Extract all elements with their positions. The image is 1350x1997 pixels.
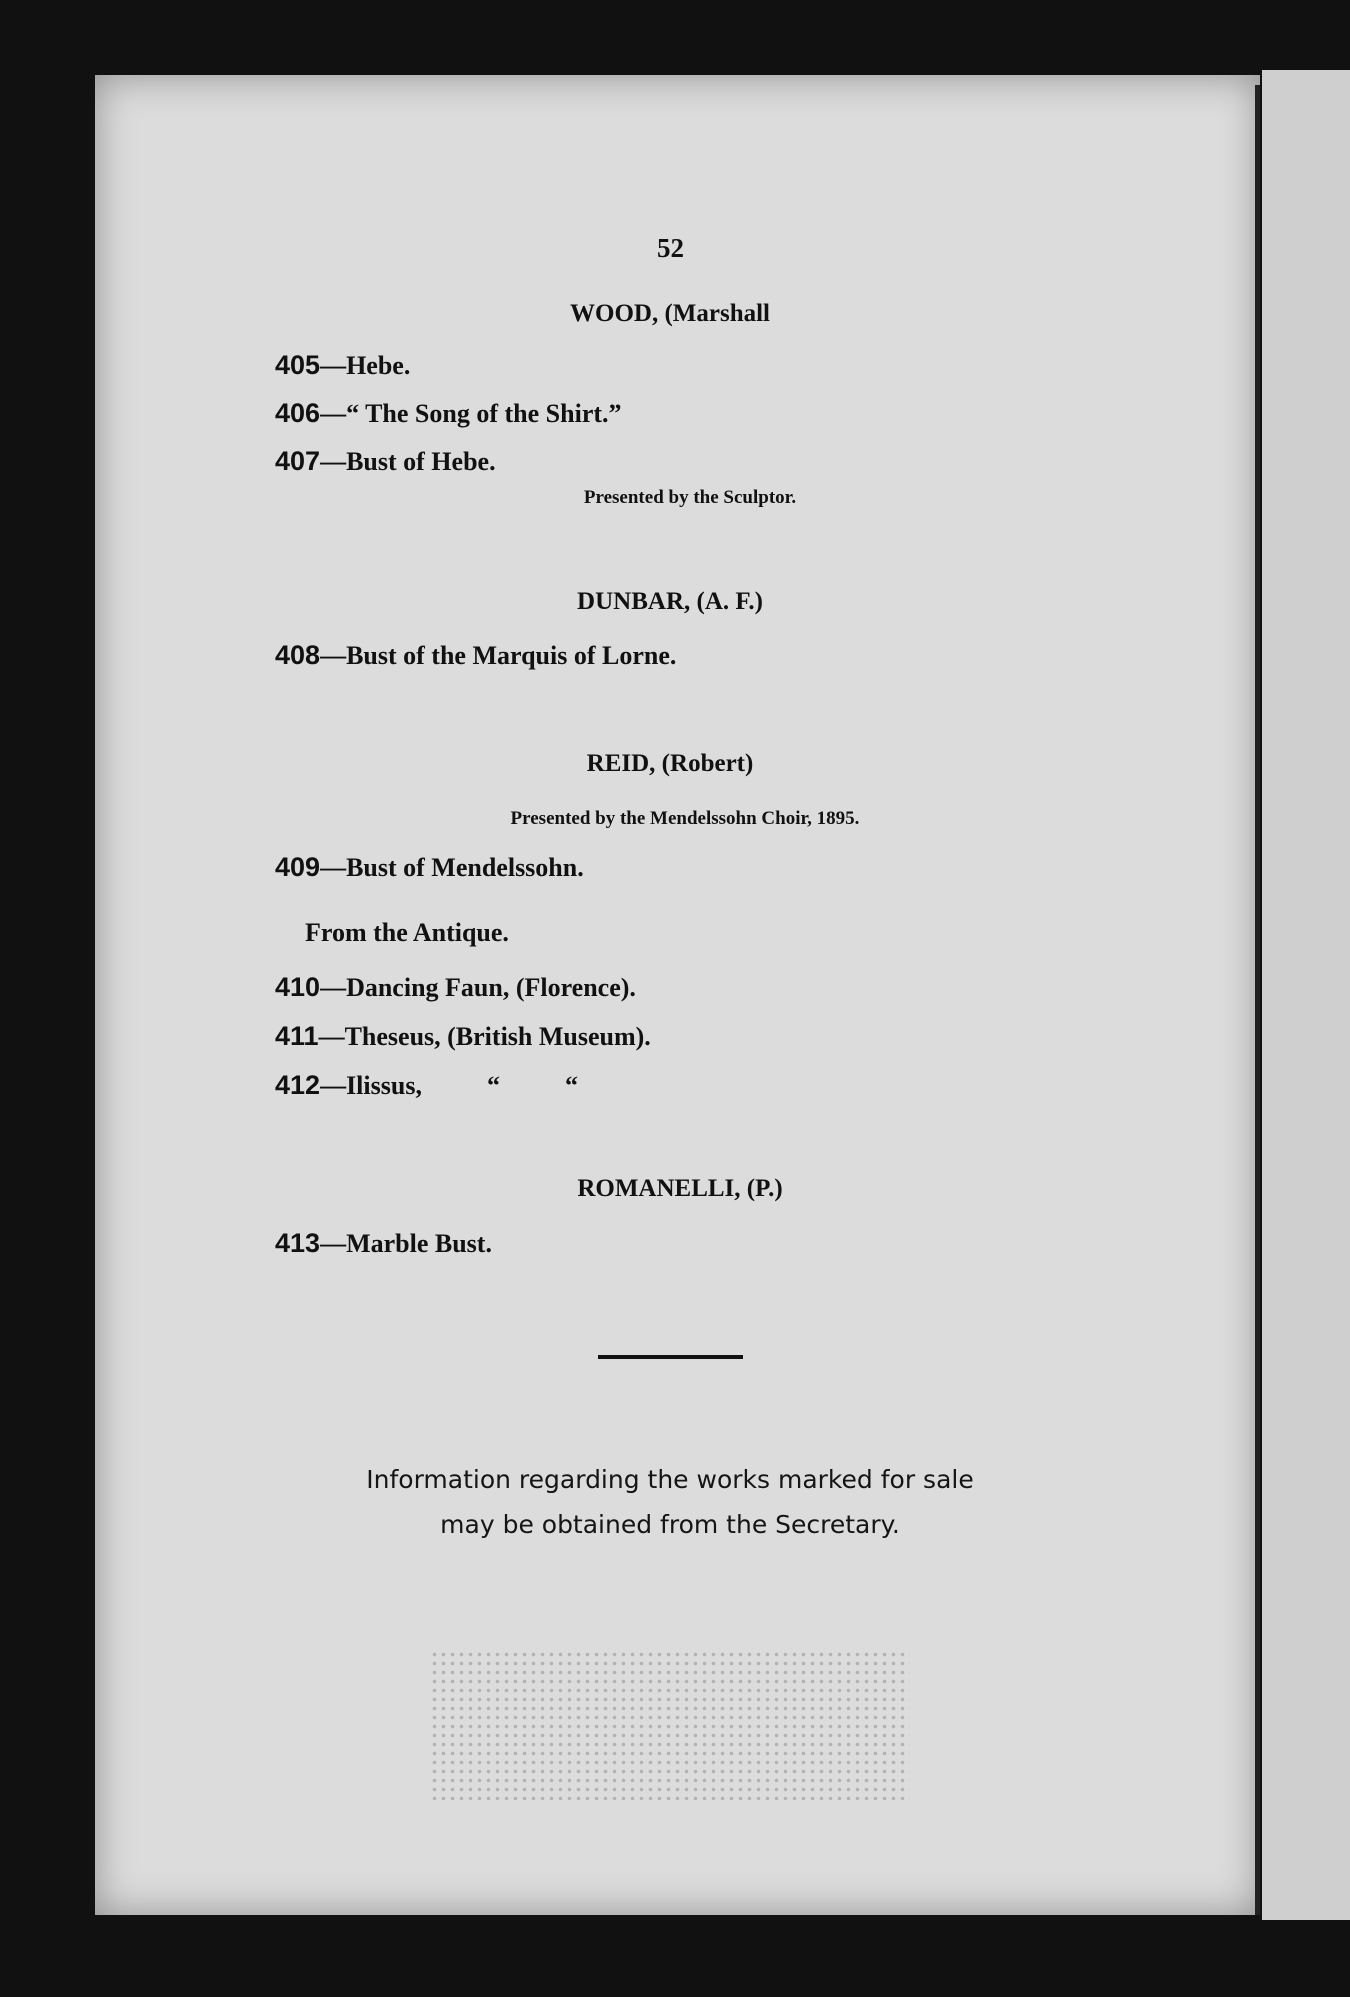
artist-heading-dunbar: DUNBAR, (A. F.)	[577, 588, 763, 615]
entry-number: 409	[275, 852, 321, 882]
entry-title: —“ The Song of the Shirt.”	[320, 399, 622, 428]
catalogue-entry	[275, 1070, 578, 1101]
entry-title: —Marble Bust.	[320, 1229, 492, 1258]
entry-number: 407	[275, 446, 321, 476]
entry-title: —Bust of Mendelssohn.	[320, 853, 584, 882]
section-subheading: From the Antique.	[305, 918, 509, 947]
artist-heading-wood: WOOD, (Marshall	[570, 300, 770, 327]
entry-number: 405	[275, 350, 321, 380]
entry-title: —Dancing Faun, (Florence).	[320, 973, 636, 1002]
catalogue-page	[95, 75, 1260, 1915]
artist-heading-reid: REID, (Robert)	[586, 750, 754, 777]
presentation-note: Presented by the Mendelssohn Choir, 1895.	[510, 808, 860, 829]
entry-title: —Hebe.	[320, 351, 411, 380]
entry-title: —Theseus, (British Museum).	[318, 1022, 651, 1051]
catalogue-entry	[275, 398, 622, 429]
page-gutter	[1255, 85, 1260, 1915]
library-stamp-image	[430, 1650, 910, 1800]
artist-heading-romanelli: ROMANELLI, (P.)	[577, 1175, 783, 1202]
catalogue-entry	[275, 640, 676, 671]
catalogue-entry	[275, 350, 410, 381]
catalogue-entry	[275, 1228, 492, 1259]
catalogue-entry	[275, 446, 496, 477]
entry-title: —Bust of the Marquis of Lorne.	[320, 641, 677, 670]
entry-number: 413	[275, 1228, 321, 1258]
page-number: 52	[657, 233, 684, 263]
catalogue-entry	[275, 1021, 651, 1052]
entry-number: 410	[275, 972, 321, 1002]
entry-number: 408	[275, 640, 321, 670]
adjacent-page-edge	[1262, 70, 1350, 1920]
entry-title: —Ilissus, “ “	[320, 1071, 578, 1100]
sale-info-line-2: may be obtained from the Secretary.	[440, 1510, 900, 1539]
catalogue-entry	[275, 852, 584, 883]
section-divider	[598, 1355, 743, 1359]
entry-number: 412	[275, 1070, 321, 1100]
catalogue-entry	[275, 972, 636, 1003]
entry-number: 406	[275, 398, 321, 428]
sale-info-line-1: Information regarding the works marked for sale	[366, 1465, 974, 1494]
presentation-note: Presented by the Sculptor.	[583, 487, 797, 508]
entry-title: —Bust of Hebe.	[320, 447, 496, 476]
entry-number: 411	[275, 1021, 319, 1051]
